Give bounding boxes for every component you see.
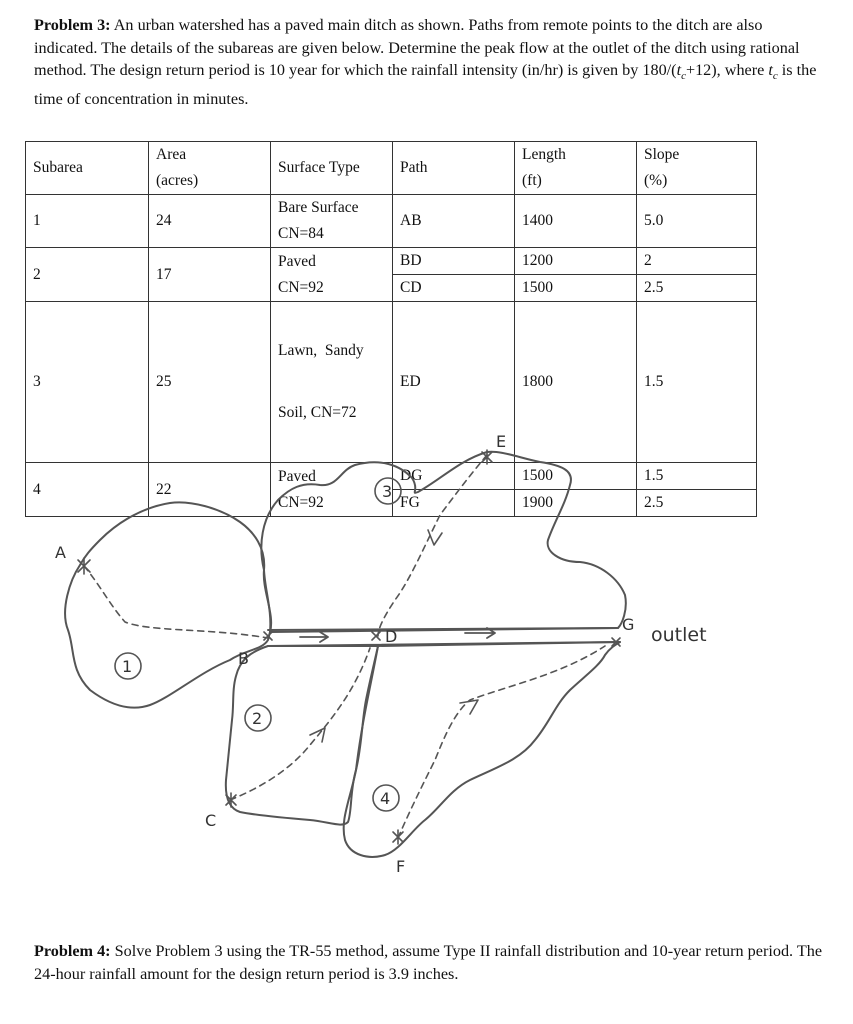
cell-subarea: 1: [26, 195, 149, 248]
cell-surface-line1: Lawn, Sandy: [278, 342, 364, 359]
outlet-label: outlet: [651, 624, 707, 646]
flow-path-ab: [84, 566, 268, 638]
subarea-3-boundary: [261, 452, 625, 632]
header-length: [515, 142, 637, 195]
subarea-3-label: 3: [382, 482, 393, 501]
problem-3-mid: +12), where: [685, 61, 769, 79]
cell-slope: 1.5: [637, 302, 757, 463]
cell-subarea: 4: [26, 463, 149, 517]
problem-3-body: An urban watershed has a paved main ditch as shown. Paths from remote points to the ditch are also indicated. The details of the subareas are given below. Determine the peak flow at the outlet of the ditch using rational method. The design return period is 10 year for which the rainfall intensity (in/hr) is given by 180/(: [34, 16, 800, 79]
cell-subarea: 2: [26, 248, 149, 302]
cell-area: 24: [149, 195, 271, 248]
cell-area: 17: [149, 248, 271, 302]
table-row: [26, 248, 757, 302]
cell-area: 22: [149, 463, 271, 517]
table-header-row: [26, 142, 757, 195]
cell-surface-line2: CN=92: [278, 278, 324, 296]
problem-4-text: [34, 940, 824, 985]
cell-surface: [271, 195, 393, 248]
subarea-1-label: 1: [122, 657, 133, 676]
cell-surface-line1: Paved: [278, 252, 316, 270]
cell-slope-line1: 1.5: [637, 463, 756, 490]
header-area-line2: (acres): [156, 172, 199, 189]
cell-surface-line2: CN=84: [278, 225, 324, 242]
cell-length-line2: 1500: [522, 279, 553, 296]
point-f-label: F: [396, 857, 406, 876]
point-b-label: B: [238, 649, 249, 668]
subarea-2-boundary: [226, 646, 378, 825]
tc-subscript-2: c: [772, 70, 778, 83]
header-length-line2: (ft): [522, 172, 542, 189]
tc-variable: t: [676, 61, 682, 79]
header-subarea: Subarea: [26, 142, 149, 195]
cell-surface-line2: CN=92: [278, 493, 324, 511]
cell-path-line2: FG: [400, 494, 420, 511]
header-slope-line2: (%): [644, 172, 668, 189]
table-row: [26, 195, 757, 248]
tc-subscript: c: [681, 70, 686, 83]
cell-path: ED: [393, 302, 515, 463]
point-e-label: E: [496, 432, 507, 451]
cell-slope-line2: 2.5: [644, 494, 664, 511]
cell-path-line2: CD: [400, 279, 422, 296]
cell-surface-line2: Soil, CN=72: [278, 404, 357, 421]
cell-path: AB: [393, 195, 515, 248]
header-slope: [637, 142, 757, 195]
point-c-label: C: [205, 811, 217, 830]
header-length-line1: Length: [522, 146, 566, 163]
problem-3-label: Problem 3:: [34, 16, 111, 34]
cell-slope: [637, 248, 757, 302]
problem-3-end: is the time of concentration in minutes.: [34, 61, 817, 108]
cell-length-line1: 1200: [515, 248, 636, 275]
subarea-4-boundary: [344, 642, 620, 857]
problem-3-text: [34, 14, 824, 110]
subarea-2-label: 2: [252, 709, 263, 728]
point-a-label: A: [55, 543, 66, 562]
header-area-line1: Area: [156, 146, 187, 163]
cell-length-line2: 1900: [522, 494, 553, 511]
path-arrow-ed: [428, 530, 442, 545]
cell-path: [393, 248, 515, 302]
header-area: [149, 142, 271, 195]
problem-4-label: Problem 4:: [34, 942, 111, 960]
flow-path-cd: [230, 648, 370, 800]
header-path: Path: [393, 142, 515, 195]
tc-variable-2: t: [768, 61, 773, 79]
watershed-sketch: [0, 420, 853, 890]
cell-length: 1400: [515, 195, 637, 248]
cell-surface-line1: Bare Surface: [278, 199, 359, 216]
subarea-4-label: 4: [380, 789, 391, 808]
cell-slope-line1: 2: [637, 248, 756, 275]
problem-4-body: Solve Problem 3 using the TR-55 method, assume Type II rainfall distribution and 10-year return period. The 24-hour rainfall amount for the design return period is 3.9 inches.: [34, 942, 823, 983]
header-slope-line1: Slope: [644, 146, 680, 163]
cell-length: [515, 248, 637, 302]
cell-length-line1: 1500: [515, 463, 636, 490]
cell-path-line1: DG: [393, 463, 514, 490]
cell-surface-line1: Paved: [278, 467, 316, 485]
subarea-1-boundary: [65, 502, 271, 707]
cell-length: 1800: [515, 302, 637, 463]
point-g-label: G: [622, 615, 635, 634]
ditch-arrow-1: [300, 632, 328, 642]
cell-subarea: 3: [26, 302, 149, 463]
cell-area: 25: [149, 302, 271, 463]
cell-surface: [271, 248, 393, 302]
flow-path-fg: [398, 646, 605, 838]
point-d-label: D: [385, 627, 398, 646]
cell-slope-line2: 2.5: [644, 279, 664, 296]
header-surface: Surface Type: [271, 142, 393, 195]
cell-slope: 5.0: [637, 195, 757, 248]
cell-path-line1: BD: [393, 248, 514, 275]
